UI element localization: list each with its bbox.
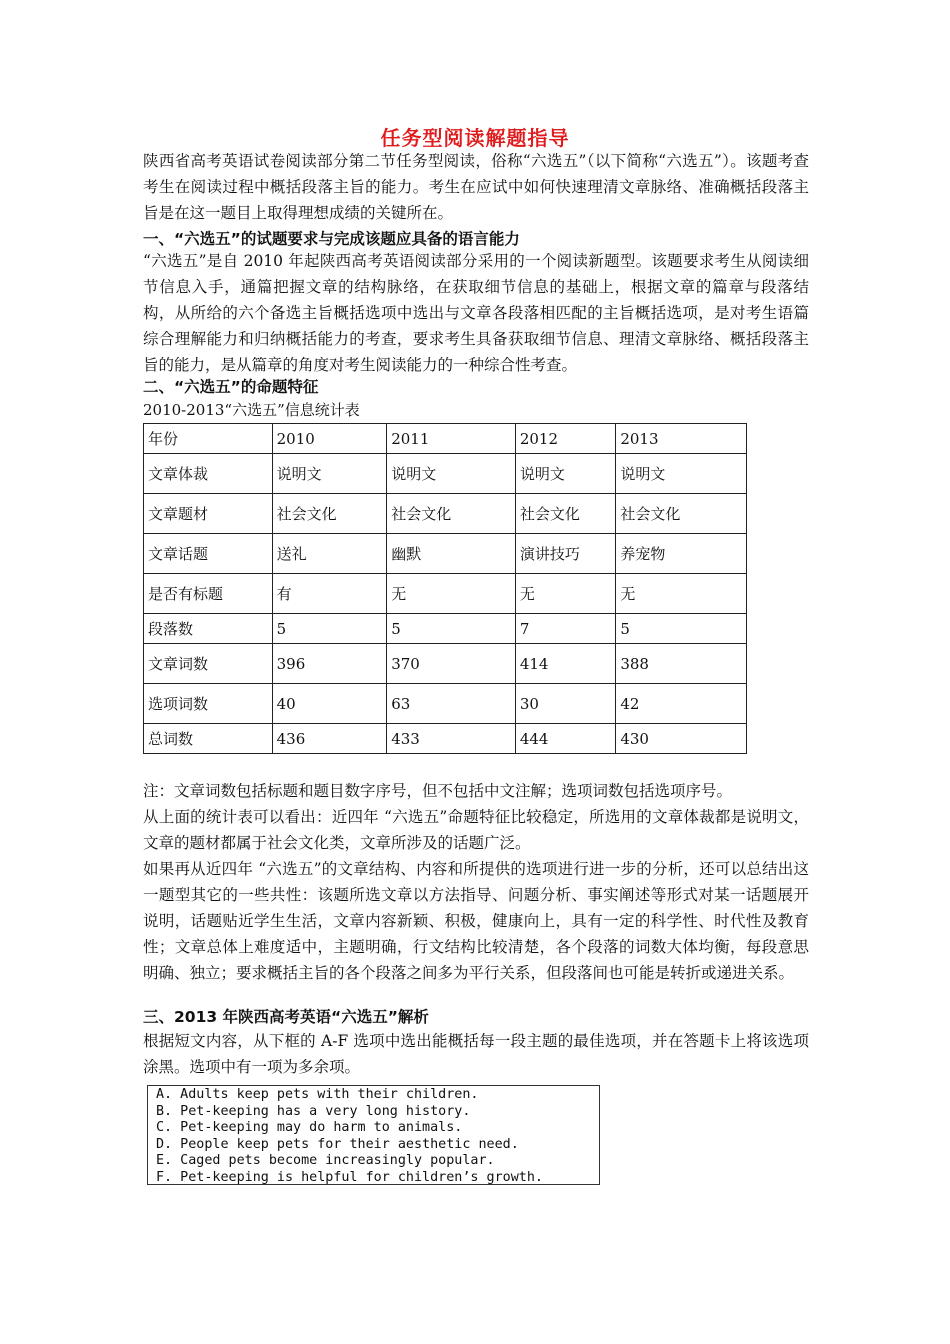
table-header-cell: 年份 <box>144 424 273 454</box>
table-cell: 5 <box>616 614 747 644</box>
table-cell: 幽默 <box>387 534 516 574</box>
table-cell: 说明文 <box>616 454 747 494</box>
table-header-cell: 2012 <box>515 424 616 454</box>
table-row <box>144 574 747 614</box>
analysis-paragraph-2: 如果再从近四年 “六选五”的文章结构、内容和所提供的选项进行进一步的分析，还可以总结出这一题型其它的一些共性：该题所选文章以方法指导、问题分析、事实阐述等形式对某一话题展开说明，话题贴近学生生活，文章内容新颖、积极，健康向上，具有一定的科学性、时代性及教育性；文章总体上难度适中，主题明确，行文结构比较清楚，各个段落的词数大体均衡，每段意思明确、独立；要求概括主旨的各个段落之间多为平行关系，但段落间也可能是转折或递进关系。 <box>143 860 809 982</box>
table-header-cell: 2011 <box>387 424 516 454</box>
table-cell: 444 <box>515 724 616 754</box>
table-row <box>144 454 747 494</box>
option-e: E. Caged pets become increasingly popular. <box>156 1153 495 1169</box>
table-header-cell: 2010 <box>272 424 387 454</box>
table-cell: 388 <box>616 644 747 684</box>
table-header-row <box>144 424 747 454</box>
table-cell: 送礼 <box>272 534 387 574</box>
table-row <box>144 494 747 534</box>
table-row-label: 选项词数 <box>144 684 273 724</box>
table-cell: 5 <box>272 614 387 644</box>
table-row-label: 文章题材 <box>144 494 273 534</box>
table-row-label: 文章词数 <box>144 644 273 684</box>
table-row-label: 是否有标题 <box>144 574 273 614</box>
table-cell: 社会文化 <box>616 494 747 534</box>
table-cell: 370 <box>387 644 516 684</box>
table-cell: 社会文化 <box>272 494 387 534</box>
table-cell: 说明文 <box>387 454 516 494</box>
table-cell: 无 <box>616 574 747 614</box>
table-cell: 42 <box>616 684 747 724</box>
table-cell: 396 <box>272 644 387 684</box>
table-cell: 说明文 <box>272 454 387 494</box>
table-cell: 无 <box>387 574 516 614</box>
table-cell: 有 <box>272 574 387 614</box>
table-cell: 5 <box>387 614 516 644</box>
option-a: A. Adults keep pets with their children. <box>156 1087 479 1102</box>
section1-paragraph: “六选五”是自 2010 年起陕西高考英语阅读部分采用的一个阅读新题型。该题要求考生从阅读细节信息入手，通篇把握文章的结构脉络，在获取细节信息的基础上，根据文章的篇章与段落结构，从所给的六个备选主旨概括选项中选出与文章各段落相匹配的主旨概括选项，是对考生语篇综合理解能力和归纳概括能力的考查，要求考生具备获取细节信息、理清文章脉络、概括段落主旨的能力，是从篇章的角度对考生阅读能力的一种综合性考查。 <box>143 252 809 374</box>
table-note: 注：文章词数包括标题和题目数字序号，但不包括中文注解；选项词数包括选项序号。 <box>143 782 733 800</box>
table-cell: 414 <box>515 644 616 684</box>
option-c: C. Pet-keeping may do harm to animals. <box>156 1120 463 1136</box>
section2-heading: 二、“六选五”的命题特征 <box>143 378 319 396</box>
table-row-label: 总词数 <box>144 724 273 754</box>
statistics-table <box>143 423 747 754</box>
table-cell: 63 <box>387 684 516 724</box>
page-title: 任务型阅读解题指导 <box>380 126 570 150</box>
instruction-paragraph: 根据短文内容，从下框的 A-F 选项中选出能概括每一段主题的最佳选项，并在答题卡上将该选项涂黑。选项中有一项为多余项。 <box>143 1032 809 1076</box>
table-row <box>144 724 747 754</box>
table-cell: 演讲技巧 <box>515 534 616 574</box>
section1-heading: 一、“六选五”的试题要求与完成该题应具备的语言能力 <box>143 230 520 248</box>
table-row-label: 段落数 <box>144 614 273 644</box>
table-row <box>144 644 747 684</box>
analysis-paragraph-1: 从上面的统计表可以看出：近四年 “六选五”命题特征比较稳定，所选用的文章体裁都是说明文，文章的题材都属于社会文化类，文章所涉及的话题广泛。 <box>143 808 809 852</box>
option-d: D. People keep pets for their aesthetic need. <box>156 1136 519 1152</box>
table-cell: 说明文 <box>515 454 616 494</box>
table-cell: 社会文化 <box>515 494 616 534</box>
table-row <box>144 614 747 644</box>
table-header-cell: 2013 <box>616 424 747 454</box>
table-cell: 40 <box>272 684 387 724</box>
table-row-label: 文章话题 <box>144 534 273 574</box>
table-cell: 社会文化 <box>387 494 516 534</box>
table-cell: 433 <box>387 724 516 754</box>
section3-heading: 三、2013 年陕西高考英语“六选五”解析 <box>143 1008 429 1026</box>
table-cell: 30 <box>515 684 616 724</box>
table-caption: 2010-2013“六选五”信息统计表 <box>143 401 360 419</box>
table-cell: 无 <box>515 574 616 614</box>
intro-paragraph: 陕西省高考英语试卷阅读部分第二节任务型阅读，俗称“六选五”（以下简称“六选五”）。该题考查考生在阅读过程中概括段落主旨的能力。考生在应试中如何快速理清文章脉络、准确概括段落主旨是在这一题目上取得理想成绩的关键所在。 <box>143 152 809 222</box>
table-row <box>144 684 747 724</box>
table-cell: 436 <box>272 724 387 754</box>
options-box <box>147 1085 600 1185</box>
table-cell: 7 <box>515 614 616 644</box>
table-cell: 养宠物 <box>616 534 747 574</box>
table-row <box>144 534 747 574</box>
table-row-label: 文章体裁 <box>144 454 273 494</box>
option-b: B. Pet-keeping has a very long history. <box>156 1103 471 1119</box>
table-cell: 430 <box>616 724 747 754</box>
option-f: F. Pet-keeping is helpful for children’s growth. <box>156 1169 543 1185</box>
